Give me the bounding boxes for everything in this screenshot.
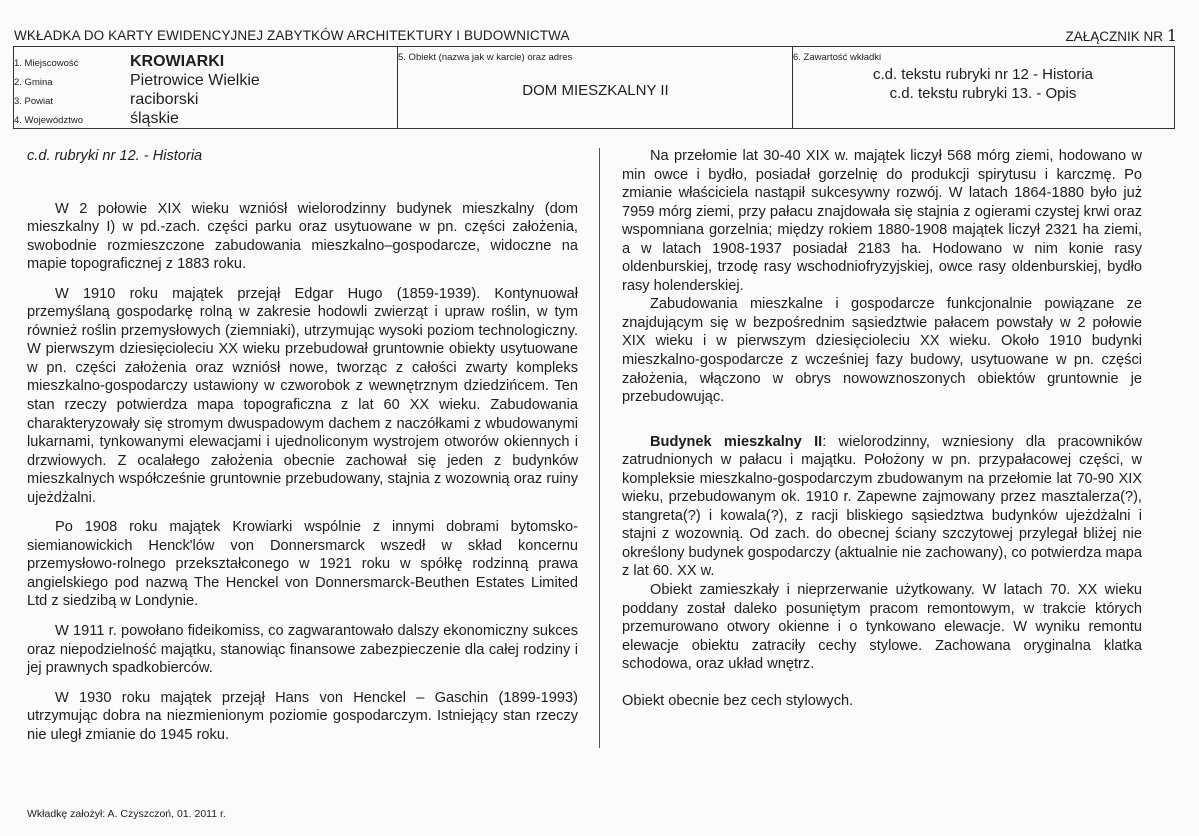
- building-description: [622, 433, 1142, 581]
- zawartosc-line-2: c.d. tekstu rubryki 13. - Opis: [889, 85, 1077, 102]
- attachment-label: ZAŁĄCZNIK NR: [1065, 29, 1164, 44]
- description-paragraph: Obiekt zamieszkały i nieprzerwanie użytkowany. W latach 70. XX wieku poddany został daleko posuniętym pracom remontowym, w trakcie których przemurowano otwory okienne i o tynkowano elewacje. W wyniku remontu elewacje obiektu zatraciły cechy stylowe. Zachowana oryginalna klatka schodowa, oraz układ wnętrz.: [622, 582, 1142, 673]
- zawartosc-value: [793, 65, 1173, 103]
- footer-author: Wkładkę założył: A. Czyszczoń, 01. 2011 r.: [27, 808, 226, 820]
- section-title: c.d. rubryki nr 12. - Historia: [27, 148, 203, 164]
- powiat-label: 3. Powiat: [14, 96, 54, 107]
- attachment-number: [1066, 26, 1177, 45]
- wojewodztwo-value: śląskie: [130, 110, 179, 127]
- description-paragraph: Obiekt obecnie bez cech stylowych.: [622, 692, 854, 709]
- field-wojewodztwo: [14, 109, 396, 128]
- gmina-value: Pietrowice Wielkie: [130, 72, 260, 89]
- field-powiat: [14, 90, 396, 109]
- obiekt-value: DOM MIESZKALNY II: [522, 82, 669, 99]
- wojewodztwo-label: 4. Województwo: [14, 115, 83, 126]
- left-column: [27, 147, 578, 744]
- history-paragraph: W 1930 roku majątek przejął Hans von Henckel – Gaschin (1899-1993) utrzymując dobra na niezmienionym poziomie gospodarczym. Istniejący stan rzeczy nie uległ zmianie do 1945 roku.: [27, 689, 578, 743]
- table-top-border: [13, 46, 1175, 47]
- powiat-value: raciborski: [130, 91, 199, 108]
- form-title: WKŁADKA DO KARTY EWIDENCYJNEJ ZABYTKÓW ARCHITEKTURY I BUDOWNICTWA: [14, 28, 570, 43]
- miejscowosc-value: KROWIARKI: [130, 53, 225, 70]
- attachment-number-value: 1: [1166, 26, 1177, 45]
- zawartosc-label: 6. Zawartość wkładki: [793, 52, 882, 63]
- table-bottom-border: [13, 128, 1175, 129]
- building-description-text: : wielorodzinny, wzniesiony dla pracowników zatrudnionych w pałacu i majątku. Położony w pn. przypałacowej części, w kompleksie mieszkalno-gospodarczym zbudowanym na przełomie lat 70-90 XIX wieku, przebudowanym ok. 1910 r. Zapewne zajmowany przez masztalerza(?), stangreta(?) i kowala(?), z racji bliskiego sąsiedztwa budynków ujeżdżalni i stajni z wozownią. Od zach. do obecnej ściany szczytowej przylegał bliżej nie określony budynek gospodarczy (aktualnie nie zachowany), co potwierdza mapa z lat 60. XX w.: [622, 433, 1143, 580]
- history-paragraph: Po 1908 roku majątek Krowiarki wspólnie z innymi dobrami bytomsko-siemianowickich Henck'lów von Donnersmarck wszedł w skład koncernu przemysłowo-rolnego przekształconego w 1921 roku w spółkę rodzinną prawa angielskiego pod nazwą The Henckel von Donnersmarck-Beuthen Estates Limited Ltd z siedzibą w Londynie.: [27, 519, 578, 610]
- history-paragraph: Na przełomie lat 30-40 XIX w. majątek liczył 568 mórg ziemi, hodowano w min owce i bydło, posiadał gorzelnię do produkcji spirytusu i karczmę. Po zmianie właściciela nastąpił sukcesywny rozwój. W latach 1864-1880 było już 7959 mórg ziemi, przy pałacu znajdowała się stajnia z ogierami czystej krwi oraz wspomniana gorzelnia; między rokiem 1880-1908 majątek liczył 2321 ha ziemi, a w latach 1908-1937 posiadał 2183 ha. Hodowano w nim konie rasy oldenburskiej, trzodę rasy wschodniofryzyjskiej, owce rasy oldenburskiej, bydło rasy holenderskiej.: [622, 148, 1142, 294]
- gmina-label: 2. Gmina: [14, 77, 53, 88]
- right-column: [622, 147, 1142, 710]
- history-paragraph: W 2 połowie XIX wieku wzniósł wielorodzinny budynek mieszkalny (dom mieszkalny I) w pd.-zach. części parku oraz usytuowane w pn. części założenia, swobodnie rozmieszczone zabudowania mieszkalno–gospodarcze, widoczne na mapie topograficznej z 1883 roku.: [27, 200, 578, 273]
- column-divider: [599, 148, 600, 748]
- history-paragraph: W 1911 r. powołano fideikomiss, co zagwarantowało dalszy ekonomiczny sukces oraz niepodzielność majątku, stanowiąc finansowe zabezpieczenie dla całej rodziny i jej prawnych spadkobierców.: [27, 623, 578, 677]
- history-paragraph: W 1910 roku majątek przejął Edgar Hugo (1859-1939). Kontynuował przemyślaną gospodarkę rolną w zakresie hodowli zwierząt i upraw roślin, w tym również roślin przemysłowych (ziemniaki), utrzymując wysoki poziom technologiczny. W pierwszym dziesięcioleciu XX wieku przebudował gruntownie obiekty usytuowane w pn. części założenia oraz wzniósł nowe, tworząc z całości zwarty kompleks mieszkalno-gospodarczy ustawiony w czworobok z wewnętrznym dziedzińcem. Ten stan rzeczy potwierdza mapa topograficzna z lat 60 XX wieku. Zabudowania charakteryzowały się stromym dwuspadowym dachem z naczółkami z wbudowanymi lukarnami, tynkowanymi elewacjami i ujednoliconym wystrojem otworów okiennych i drzwiowych. Z ocalałego założenia obecnie zachował się jeden z budynków mieszkalnych współcześnie gruntownie przebudowany, stajnia z wozownią oraz ruiny ujeżdżalni.: [27, 285, 578, 506]
- building-name: Budynek mieszkalny II: [650, 433, 823, 450]
- history-paragraph: Zabudowania mieszkalne i gospodarcze funkcjonalnie powiązane ze znajdującym się w bezpośrednim sąsiedztwie pałacem powstały w 2 połowie XIX wieku i w pierwszym dziesięcioleciu XX wieku. Około 1910 budynki mieszkalno-gospodarcze z wcześniej fazy budowy, usytuowane w pn. części założenia, włączono w obrys nowowznoszonych obiektów gruntownie je przebudowując.: [622, 296, 1142, 406]
- zawartosc-line-1: c.d. tekstu rubryki nr 12 - Historia: [872, 66, 1094, 83]
- field-miejscowosc: [14, 52, 396, 71]
- obiekt-label: 5. Obiekt (nazwa jak w karcie) oraz adres: [398, 52, 573, 63]
- table-right-border: [1174, 46, 1175, 129]
- location-fields: [14, 52, 396, 128]
- miejscowosc-label: 1. Miejscowość: [14, 58, 79, 69]
- field-gmina: [14, 71, 396, 90]
